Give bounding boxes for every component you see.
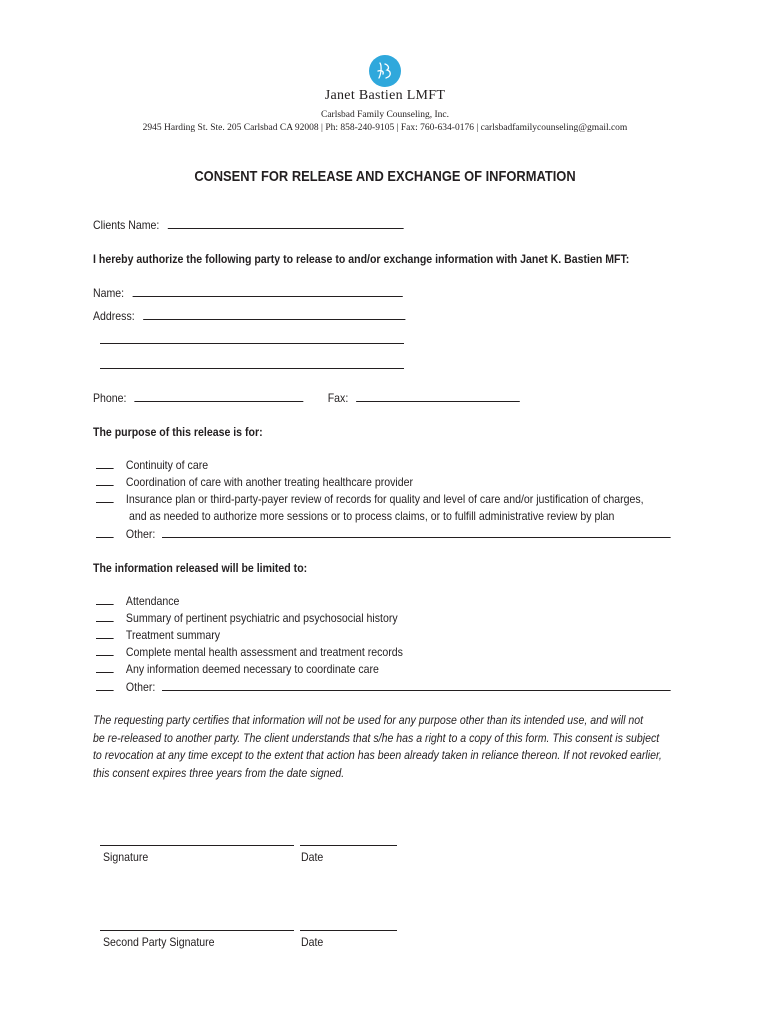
limited-item bbox=[96, 628, 220, 642]
authorize-statement: I hereby authorize the following party to release to and/or exchange information with Janet K. Bastien MFT: bbox=[93, 252, 630, 266]
fax-field[interactable] bbox=[356, 390, 520, 402]
phone-fax-row bbox=[93, 390, 520, 405]
limited-item-label: Any information deemed necessary to coordinate care bbox=[125, 662, 379, 676]
contact-line: 2945 Harding St. Ste. 205 Carlsbad CA 92008 | Ph: 858-240-9105 | Fax: 760-634-0176 | carlsbadfamilycounseling@gmail.com bbox=[142, 123, 628, 133]
limited-item-other bbox=[96, 679, 670, 694]
limited-item bbox=[96, 611, 398, 625]
address-field[interactable] bbox=[143, 308, 405, 320]
second-signature-line[interactable] bbox=[100, 930, 294, 931]
checkbox-blank[interactable] bbox=[96, 475, 114, 486]
checkbox-blank[interactable] bbox=[96, 628, 114, 639]
limited-item-label: Summary of pertinent psychiatric and psychosocial history bbox=[125, 611, 398, 625]
limited-item-label: Other: bbox=[125, 680, 156, 694]
purpose-item-continuation: and as needed to authorize more sessions or to process claims, or to fulfill administrative review by plan bbox=[129, 509, 615, 523]
purpose-item bbox=[96, 475, 413, 489]
limited-item bbox=[96, 594, 179, 608]
jb-monogram-logo bbox=[368, 54, 402, 88]
purpose-item-label: Other: bbox=[125, 527, 156, 541]
phone-label: Phone: bbox=[93, 391, 127, 405]
certification-line: be re-released to another party. The client understands that s/he has a right to a copy of this form. This consent is subject bbox=[93, 730, 660, 745]
limited-item bbox=[96, 662, 379, 676]
address-label: Address: bbox=[93, 309, 135, 323]
purpose-item-other bbox=[96, 526, 670, 541]
practitioner-name: Janet Bastien LMFT bbox=[324, 88, 446, 103]
purpose-item bbox=[96, 458, 208, 472]
certification-line: this consent expires three years from the date signed. bbox=[93, 765, 345, 780]
signature-label: Signature bbox=[103, 850, 149, 864]
checkbox-blank[interactable] bbox=[96, 594, 114, 605]
clients-name-label: Clients Name: bbox=[93, 218, 160, 232]
signature-line[interactable] bbox=[100, 845, 294, 846]
limited-item-label: Complete mental health assessment and treatment records bbox=[125, 645, 403, 659]
form-title: CONSENT FOR RELEASE AND EXCHANGE OF INFORMATION bbox=[194, 168, 576, 185]
checkbox-blank[interactable] bbox=[96, 611, 114, 622]
company-name: Carlsbad Family Counseling, Inc. bbox=[321, 110, 449, 120]
fax-label: Fax: bbox=[327, 391, 349, 405]
clients-name-field[interactable] bbox=[168, 217, 404, 229]
purpose-other-field[interactable] bbox=[162, 526, 671, 538]
purpose-item-label: Insurance plan or third-party-payer review of records for quality and level of care and/or justification of charges, bbox=[125, 492, 644, 506]
limited-item bbox=[96, 645, 403, 659]
limited-other-field[interactable] bbox=[162, 679, 671, 691]
certification-line: to revocation at any time except to the extent that action has been already taken in reliance thereon. If not revoked earlier, bbox=[93, 748, 662, 762]
checkbox-blank[interactable] bbox=[96, 645, 114, 656]
limited-item-label: Attendance bbox=[125, 594, 180, 608]
name-row bbox=[93, 285, 402, 300]
second-party-signature-label: Second Party Signature bbox=[103, 935, 215, 949]
limited-item-label: Treatment summary bbox=[125, 628, 221, 642]
purpose-item-label: Coordination of care with another treating healthcare provider bbox=[125, 475, 413, 489]
clients-name-row bbox=[93, 217, 403, 232]
address-row bbox=[93, 308, 405, 323]
purpose-item bbox=[96, 492, 644, 506]
date-line[interactable] bbox=[300, 845, 397, 846]
checkbox-blank[interactable] bbox=[96, 492, 114, 503]
checkbox-blank[interactable] bbox=[96, 458, 114, 469]
limited-heading: The information released will be limited to: bbox=[93, 561, 308, 575]
second-date-line[interactable] bbox=[300, 930, 397, 931]
second-date-label: Date bbox=[301, 935, 324, 949]
certification-line: The requesting party certifies that information will not be used for any purpose other than its intended use, and will not bbox=[93, 713, 644, 727]
certification-paragraph bbox=[93, 712, 683, 782]
purpose-heading: The purpose of this release is for: bbox=[93, 425, 263, 439]
purpose-item-label: Continuity of care bbox=[125, 458, 209, 472]
date-label: Date bbox=[301, 850, 324, 864]
phone-field[interactable] bbox=[135, 390, 304, 402]
checkbox-blank[interactable] bbox=[96, 662, 114, 673]
address-line-2[interactable] bbox=[100, 343, 404, 344]
address-line-3[interactable] bbox=[100, 368, 404, 369]
checkbox-blank[interactable] bbox=[96, 527, 114, 538]
checkbox-blank[interactable] bbox=[96, 680, 114, 691]
name-label: Name: bbox=[93, 286, 125, 300]
name-field[interactable] bbox=[132, 285, 402, 297]
